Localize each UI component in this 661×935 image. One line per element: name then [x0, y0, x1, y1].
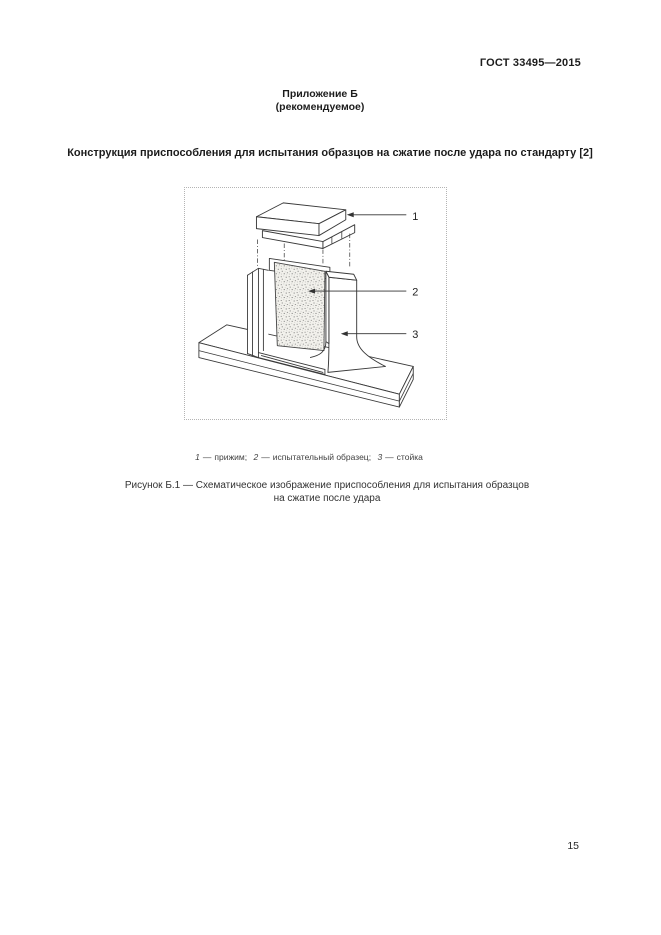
annex-kind: (рекомендуемое) [275, 101, 365, 113]
figure-legend [0, 452, 618, 462]
legend-num-1: 1 [195, 452, 200, 462]
legend-item [254, 452, 376, 462]
legend-label-1: прижим [214, 452, 245, 462]
legend-separator: ; [244, 452, 248, 462]
figure-caption-line1: Рисунок Б.1 — Схематическое изображение приспособления для испытания образцов [124, 480, 530, 491]
figure-caption [0, 480, 654, 505]
page-number: 15 [567, 840, 579, 852]
part-label-2: 2 [412, 286, 419, 299]
arrowhead-1 [347, 212, 354, 217]
gost-number-header: ГОСТ 33495—2015 [479, 57, 581, 69]
part-label-3: 3 [412, 329, 419, 342]
legend-label-2: испытательный образец [272, 452, 369, 462]
legend-num-2: 2 [253, 452, 259, 462]
figure-b1-drawing [184, 187, 447, 420]
clamp-part [256, 203, 354, 249]
legend-dash: — [202, 452, 212, 462]
section-title: Конструкция приспособления для испытания образцов на сжатие после удара по стандарту [2] [67, 147, 593, 159]
legend-dash: — [385, 452, 394, 462]
legend-item [377, 452, 422, 462]
left-guide-rail [248, 268, 269, 357]
legend-item [195, 452, 251, 462]
legend-label-3: стойка [396, 452, 423, 462]
specimen-part [274, 262, 325, 350]
legend-num-3: 3 [377, 452, 383, 462]
figure-caption-line2: на сжатие после удара [273, 492, 381, 504]
legend-dash: — [261, 452, 270, 462]
legend-separator: ; [368, 452, 372, 462]
fixture-isometric-drawing [185, 188, 446, 419]
annex-heading [0, 88, 640, 114]
annex-name: Приложение Б [282, 88, 358, 100]
part-label-1: 1 [412, 211, 419, 224]
